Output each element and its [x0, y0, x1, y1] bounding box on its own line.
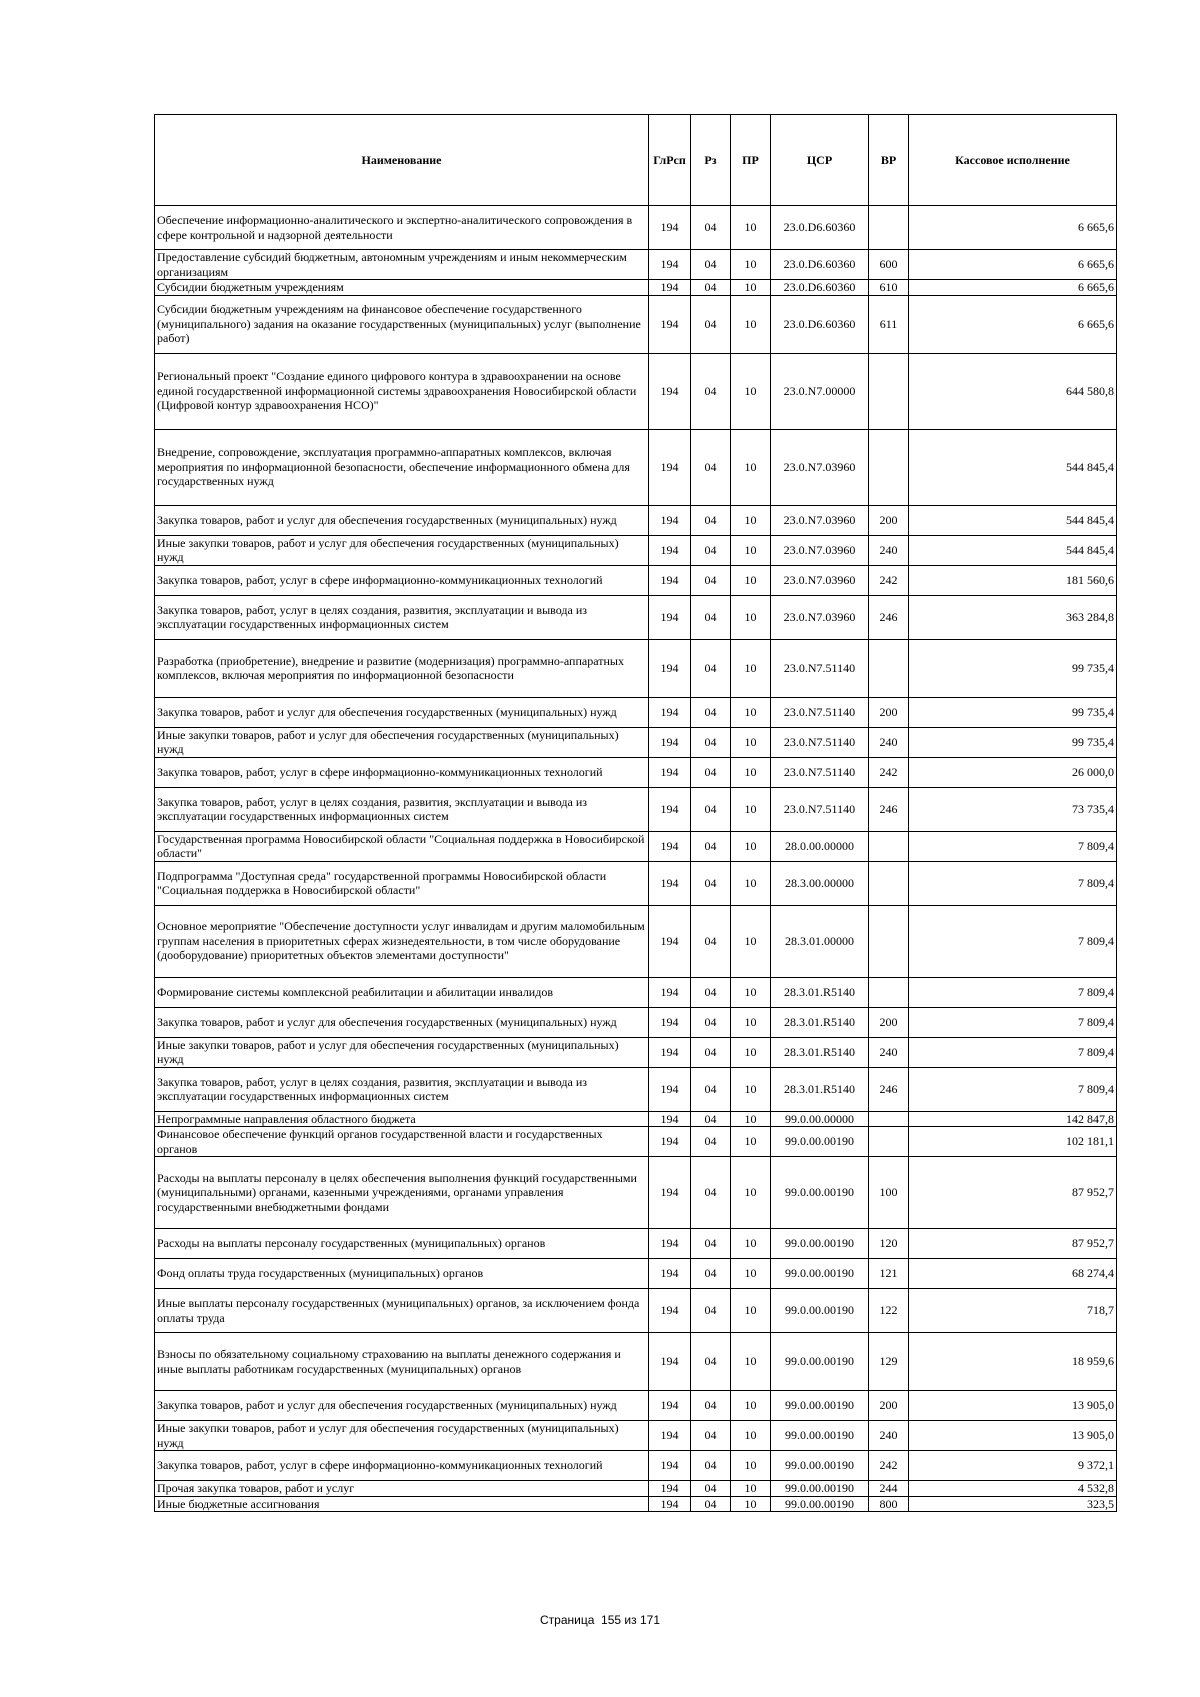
- table-row: [155, 250, 1117, 280]
- cell-pr: 10: [731, 1496, 771, 1512]
- cell-glrsp: 194: [649, 1007, 691, 1037]
- cell-csr: 99.0.00.00190: [771, 1157, 869, 1229]
- cell-name: Подпрограмма "Доступная среда" государственной программы Новосибирской области "Социальная поддержка в Новосибирской области": [155, 861, 649, 905]
- cell-vr: 611: [869, 295, 909, 353]
- cell-name: Закупка товаров, работ, услуг в сфере информационно-коммуникационных технологий: [155, 757, 649, 787]
- cell-pr: 10: [731, 905, 771, 977]
- page-of-label: из: [624, 1613, 637, 1627]
- cell-rz: 04: [691, 977, 731, 1007]
- cell-glrsp: 194: [649, 787, 691, 831]
- cell-rz: 04: [691, 1481, 731, 1497]
- cell-vr: 800: [869, 1496, 909, 1512]
- cell-glrsp: 194: [649, 1127, 691, 1157]
- cell-csr: 23.0.N7.03960: [771, 429, 869, 505]
- cell-glrsp: 194: [649, 1067, 691, 1111]
- cell-vr: [869, 831, 909, 861]
- cell-pr: 10: [731, 295, 771, 353]
- table-row: [155, 353, 1117, 429]
- cell-vr: [869, 1127, 909, 1157]
- cell-glrsp: 194: [649, 1111, 691, 1127]
- cell-name: Закупка товаров, работ, услуг в целях создания, развития, эксплуатации и вывода из эксплуатации государственных информационных систем: [155, 595, 649, 639]
- cell-pr: 10: [731, 697, 771, 727]
- cell-vr: 120: [869, 1229, 909, 1259]
- cell-rz: 04: [691, 1421, 731, 1451]
- cell-pr: 10: [731, 1037, 771, 1067]
- cell-rz: 04: [691, 1496, 731, 1512]
- cell-amount: 6 665,6: [909, 280, 1117, 296]
- table-row: [155, 1451, 1117, 1481]
- cell-rz: 04: [691, 1289, 731, 1333]
- cell-pr: 10: [731, 505, 771, 535]
- cell-name: Предоставление субсидий бюджетным, автономным учреждениям и иным некоммерческим организациям: [155, 250, 649, 280]
- cell-rz: 04: [691, 1333, 731, 1391]
- cell-csr: 23.0.N7.03960: [771, 535, 869, 565]
- cell-amount: 68 274,4: [909, 1259, 1117, 1289]
- cell-glrsp: 194: [649, 353, 691, 429]
- cell-amount: 7 809,4: [909, 977, 1117, 1007]
- page-number: 155: [601, 1613, 622, 1627]
- cell-name: Закупка товаров, работ и услуг для обеспечения государственных (муниципальных) нужд: [155, 1391, 649, 1421]
- cell-glrsp: 194: [649, 1421, 691, 1451]
- cell-rz: 04: [691, 565, 731, 595]
- cell-name: Внедрение, сопровождение, эксплуатация программно-аппаратных комплексов, включая мероприятия по информационной безопасности, обеспечение информационного обмена для государственных нужд: [155, 429, 649, 505]
- page-label: Страница: [539, 1613, 595, 1627]
- cell-pr: 10: [731, 787, 771, 831]
- cell-name: Расходы на выплаты персоналу государственных (муниципальных) органов: [155, 1229, 649, 1259]
- cell-amount: 99 735,4: [909, 639, 1117, 697]
- cell-amount: 99 735,4: [909, 727, 1117, 757]
- table-row: [155, 1333, 1117, 1391]
- cell-csr: 99.0.00.00190: [771, 1421, 869, 1451]
- cell-vr: 242: [869, 757, 909, 787]
- cell-amount: 7 809,4: [909, 905, 1117, 977]
- cell-glrsp: 194: [649, 1333, 691, 1391]
- cell-amount: 323,5: [909, 1496, 1117, 1512]
- cell-csr: 23.0.D6.60360: [771, 295, 869, 353]
- cell-amount: 13 905,0: [909, 1391, 1117, 1421]
- cell-name: Финансовое обеспечение функций органов государственной власти и государственных органов: [155, 1127, 649, 1157]
- cell-csr: 99.0.00.00000: [771, 1111, 869, 1127]
- cell-csr: 99.0.00.00190: [771, 1259, 869, 1289]
- cell-glrsp: 194: [649, 1157, 691, 1229]
- table-row: [155, 1111, 1117, 1127]
- cell-vr: 100: [869, 1157, 909, 1229]
- cell-rz: 04: [691, 535, 731, 565]
- cell-pr: 10: [731, 831, 771, 861]
- cell-name: Субсидии бюджетным учреждениям: [155, 280, 649, 296]
- header-row: [155, 115, 1117, 206]
- page-footer: [0, 1613, 1200, 1627]
- table-row: [155, 977, 1117, 1007]
- page-total: 171: [639, 1613, 661, 1627]
- header-vr: ВР: [869, 115, 909, 206]
- cell-name: Иные бюджетные ассигнования: [155, 1496, 649, 1512]
- cell-glrsp: 194: [649, 505, 691, 535]
- cell-csr: 99.0.00.00190: [771, 1289, 869, 1333]
- cell-pr: 10: [731, 353, 771, 429]
- cell-glrsp: 194: [649, 697, 691, 727]
- table-row: [155, 1496, 1117, 1512]
- cell-vr: 121: [869, 1259, 909, 1289]
- cell-pr: 10: [731, 1007, 771, 1037]
- cell-rz: 04: [691, 905, 731, 977]
- cell-vr: 129: [869, 1333, 909, 1391]
- cell-pr: 10: [731, 1259, 771, 1289]
- cell-vr: 240: [869, 535, 909, 565]
- cell-pr: 10: [731, 861, 771, 905]
- table-row: [155, 1391, 1117, 1421]
- cell-vr: [869, 861, 909, 905]
- cell-rz: 04: [691, 757, 731, 787]
- cell-csr: 23.0.N7.03960: [771, 565, 869, 595]
- cell-amount: 87 952,7: [909, 1157, 1117, 1229]
- cell-glrsp: 194: [649, 1481, 691, 1497]
- table-row: [155, 639, 1117, 697]
- cell-pr: 10: [731, 565, 771, 595]
- table-row: [155, 831, 1117, 861]
- cell-vr: 246: [869, 787, 909, 831]
- table-row: [155, 905, 1117, 977]
- cell-csr: 28.3.01.R5140: [771, 977, 869, 1007]
- cell-pr: 10: [731, 280, 771, 296]
- budget-table: [154, 114, 1117, 1512]
- table-row: [155, 1481, 1117, 1497]
- cell-vr: 240: [869, 1421, 909, 1451]
- cell-amount: 6 665,6: [909, 250, 1117, 280]
- table-row: [155, 595, 1117, 639]
- cell-vr: 200: [869, 505, 909, 535]
- cell-pr: 10: [731, 639, 771, 697]
- cell-vr: 610: [869, 280, 909, 296]
- table-row: [155, 1259, 1117, 1289]
- table-row: [155, 1127, 1117, 1157]
- cell-vr: [869, 905, 909, 977]
- cell-csr: 99.0.00.00190: [771, 1229, 869, 1259]
- cell-vr: 200: [869, 1391, 909, 1421]
- cell-csr: 99.0.00.00190: [771, 1333, 869, 1391]
- cell-vr: 242: [869, 1451, 909, 1481]
- cell-vr: 122: [869, 1289, 909, 1333]
- cell-pr: 10: [731, 1127, 771, 1157]
- cell-glrsp: 194: [649, 831, 691, 861]
- cell-csr: 28.0.00.00000: [771, 831, 869, 861]
- table-row: [155, 295, 1117, 353]
- cell-glrsp: 194: [649, 280, 691, 296]
- cell-pr: 10: [731, 1391, 771, 1421]
- header-csr: ЦСР: [771, 115, 869, 206]
- cell-glrsp: 194: [649, 595, 691, 639]
- cell-name: Иные закупки товаров, работ и услуг для обеспечения государственных (муниципальных) нужд: [155, 535, 649, 565]
- cell-vr: 200: [869, 697, 909, 727]
- cell-csr: 28.3.01.R5140: [771, 1067, 869, 1111]
- cell-rz: 04: [691, 1157, 731, 1229]
- cell-amount: 7 809,4: [909, 1067, 1117, 1111]
- cell-rz: 04: [691, 505, 731, 535]
- cell-pr: 10: [731, 1333, 771, 1391]
- cell-vr: [869, 1111, 909, 1127]
- cell-csr: 99.0.00.00190: [771, 1127, 869, 1157]
- cell-name: Закупка товаров, работ и услуг для обеспечения государственных (муниципальных) нужд: [155, 505, 649, 535]
- cell-csr: 28.3.01.00000: [771, 905, 869, 977]
- cell-name: Закупка товаров, работ, услуг в сфере информационно-коммуникационных технологий: [155, 1451, 649, 1481]
- cell-name: Государственная программа Новосибирской области "Социальная поддержка в Новосибирской области": [155, 831, 649, 861]
- cell-csr: 23.0.N7.51140: [771, 787, 869, 831]
- header-amount: Кассовое исполнение: [909, 115, 1117, 206]
- cell-name: Закупка товаров, работ, услуг в целях создания, развития, эксплуатации и вывода из эксплуатации государственных информационных систем: [155, 1067, 649, 1111]
- cell-rz: 04: [691, 831, 731, 861]
- cell-csr: 23.0.N7.00000: [771, 353, 869, 429]
- cell-csr: 23.0.N7.51140: [771, 639, 869, 697]
- cell-name: Основное мероприятие "Обеспечение доступности услуг инвалидам и другим маломобильным группам населения в приоритетных сферах жизнедеятельности, в том числе оборудование (дооборудование) приоритетных объектов элементами доступности": [155, 905, 649, 977]
- cell-vr: 240: [869, 1037, 909, 1067]
- cell-glrsp: 194: [649, 861, 691, 905]
- cell-amount: 7 809,4: [909, 1007, 1117, 1037]
- cell-amount: 18 959,6: [909, 1333, 1117, 1391]
- cell-rz: 04: [691, 1127, 731, 1157]
- table-row: [155, 1037, 1117, 1067]
- cell-glrsp: 194: [649, 206, 691, 250]
- table-row: [155, 1067, 1117, 1111]
- cell-rz: 04: [691, 353, 731, 429]
- cell-amount: 102 181,1: [909, 1127, 1117, 1157]
- table-row: [155, 727, 1117, 757]
- cell-rz: 04: [691, 697, 731, 727]
- cell-amount: 718,7: [909, 1289, 1117, 1333]
- cell-glrsp: 194: [649, 977, 691, 1007]
- header-name: Наименование: [155, 115, 649, 206]
- table-row: [155, 757, 1117, 787]
- table-row: [155, 535, 1117, 565]
- cell-name: Фонд оплаты труда государственных (муниципальных) органов: [155, 1259, 649, 1289]
- cell-glrsp: 194: [649, 727, 691, 757]
- cell-name: Обеспечение информационно-аналитического и экспертно-аналитического сопровождения в сфере контрольной и надзорной деятельности: [155, 206, 649, 250]
- cell-vr: 600: [869, 250, 909, 280]
- cell-pr: 10: [731, 535, 771, 565]
- cell-pr: 10: [731, 977, 771, 1007]
- cell-vr: 240: [869, 727, 909, 757]
- cell-glrsp: 194: [649, 295, 691, 353]
- cell-vr: 242: [869, 565, 909, 595]
- cell-csr: 28.3.00.00000: [771, 861, 869, 905]
- cell-name: Иные выплаты персоналу государственных (муниципальных) органов, за исключением фонда оплаты труда: [155, 1289, 649, 1333]
- cell-rz: 04: [691, 1451, 731, 1481]
- cell-name: Разработка (приобретение), внедрение и развитие (модернизация) программно-аппаратных комплексов, включая мероприятия по информационной безопасности: [155, 639, 649, 697]
- cell-rz: 04: [691, 250, 731, 280]
- cell-csr: 99.0.00.00190: [771, 1496, 869, 1512]
- cell-amount: 363 284,8: [909, 595, 1117, 639]
- cell-rz: 04: [691, 787, 731, 831]
- cell-rz: 04: [691, 1111, 731, 1127]
- cell-amount: 6 665,6: [909, 206, 1117, 250]
- cell-csr: 23.0.D6.60360: [771, 250, 869, 280]
- cell-name: Прочая закупка товаров, работ и услуг: [155, 1481, 649, 1497]
- cell-pr: 10: [731, 1157, 771, 1229]
- cell-rz: 04: [691, 595, 731, 639]
- cell-vr: 244: [869, 1481, 909, 1497]
- cell-pr: 10: [731, 1111, 771, 1127]
- cell-pr: 10: [731, 595, 771, 639]
- table-row: [155, 1007, 1117, 1037]
- cell-amount: 644 580,8: [909, 353, 1117, 429]
- cell-rz: 04: [691, 280, 731, 296]
- table-row: [155, 565, 1117, 595]
- table-row: [155, 697, 1117, 727]
- cell-pr: 10: [731, 757, 771, 787]
- cell-glrsp: 194: [649, 639, 691, 697]
- cell-name: Субсидии бюджетным учреждениям на финансовое обеспечение государственного (муниципального) задания на оказание государственных (муниципальных) услуг (выполнение работ): [155, 295, 649, 353]
- cell-vr: [869, 353, 909, 429]
- cell-glrsp: 194: [649, 905, 691, 977]
- cell-csr: 99.0.00.00190: [771, 1391, 869, 1421]
- table-row: [155, 1289, 1117, 1333]
- cell-amount: 9 372,1: [909, 1451, 1117, 1481]
- table-row: [155, 505, 1117, 535]
- cell-rz: 04: [691, 206, 731, 250]
- cell-rz: 04: [691, 1067, 731, 1111]
- cell-pr: 10: [731, 429, 771, 505]
- cell-csr: 23.0.N7.51140: [771, 697, 869, 727]
- cell-csr: 23.0.N7.51140: [771, 727, 869, 757]
- header-rz: Рз: [691, 115, 731, 206]
- cell-rz: 04: [691, 639, 731, 697]
- cell-vr: [869, 977, 909, 1007]
- cell-rz: 04: [691, 1391, 731, 1421]
- cell-amount: 142 847,8: [909, 1111, 1117, 1127]
- cell-amount: 13 905,0: [909, 1421, 1117, 1451]
- cell-amount: 6 665,6: [909, 295, 1117, 353]
- cell-amount: 26 000,0: [909, 757, 1117, 787]
- cell-pr: 10: [731, 1289, 771, 1333]
- cell-amount: 7 809,4: [909, 861, 1117, 905]
- cell-name: Непрограммные направления областного бюджета: [155, 1111, 649, 1127]
- cell-pr: 10: [731, 1067, 771, 1111]
- cell-pr: 10: [731, 1421, 771, 1451]
- table-row: [155, 429, 1117, 505]
- cell-pr: 10: [731, 206, 771, 250]
- cell-amount: 87 952,7: [909, 1229, 1117, 1259]
- cell-pr: 10: [731, 1229, 771, 1259]
- header-pr: ПР: [731, 115, 771, 206]
- cell-name: Закупка товаров, работ и услуг для обеспечения государственных (муниципальных) нужд: [155, 1007, 649, 1037]
- cell-name: Закупка товаров, работ, услуг в сфере информационно-коммуникационных технологий: [155, 565, 649, 595]
- cell-rz: 04: [691, 1229, 731, 1259]
- cell-glrsp: 194: [649, 1229, 691, 1259]
- cell-csr: 28.3.01.R5140: [771, 1037, 869, 1067]
- table-row: [155, 787, 1117, 831]
- cell-glrsp: 194: [649, 1259, 691, 1289]
- cell-amount: 4 532,8: [909, 1481, 1117, 1497]
- cell-rz: 04: [691, 1007, 731, 1037]
- table-row: [155, 1157, 1117, 1229]
- table-row: [155, 280, 1117, 296]
- cell-pr: 10: [731, 1451, 771, 1481]
- cell-amount: 544 845,4: [909, 505, 1117, 535]
- cell-csr: 99.0.00.00190: [771, 1451, 869, 1481]
- cell-amount: 544 845,4: [909, 429, 1117, 505]
- cell-pr: 10: [731, 727, 771, 757]
- cell-csr: 23.0.D6.60360: [771, 280, 869, 296]
- cell-glrsp: 194: [649, 1289, 691, 1333]
- cell-glrsp: 194: [649, 429, 691, 505]
- cell-amount: 99 735,4: [909, 697, 1117, 727]
- cell-amount: 7 809,4: [909, 1037, 1117, 1067]
- cell-vr: 200: [869, 1007, 909, 1037]
- cell-vr: [869, 206, 909, 250]
- cell-amount: 181 560,6: [909, 565, 1117, 595]
- cell-rz: 04: [691, 1037, 731, 1067]
- cell-name: Иные закупки товаров, работ и услуг для обеспечения государственных (муниципальных) нужд: [155, 727, 649, 757]
- cell-amount: 73 735,4: [909, 787, 1117, 831]
- table-row: [155, 206, 1117, 250]
- cell-glrsp: 194: [649, 757, 691, 787]
- cell-glrsp: 194: [649, 250, 691, 280]
- cell-rz: 04: [691, 429, 731, 505]
- table-row: [155, 1229, 1117, 1259]
- cell-pr: 10: [731, 1481, 771, 1497]
- cell-glrsp: 194: [649, 565, 691, 595]
- cell-name: Формирование системы комплексной реабилитации и абилитации инвалидов: [155, 977, 649, 1007]
- cell-csr: 23.0.N7.51140: [771, 757, 869, 787]
- table-row: [155, 1421, 1117, 1451]
- cell-glrsp: 194: [649, 1391, 691, 1421]
- cell-csr: 23.0.D6.60360: [771, 206, 869, 250]
- cell-name: Расходы на выплаты персоналу в целях обеспечения выполнения функций государственными (муниципальными) органами, казенными учреждениями, органами управления государственными внебюджетными фондами: [155, 1157, 649, 1229]
- cell-amount: 544 845,4: [909, 535, 1117, 565]
- cell-vr: [869, 429, 909, 505]
- cell-glrsp: 194: [649, 1037, 691, 1067]
- cell-amount: 7 809,4: [909, 831, 1117, 861]
- table-row: [155, 861, 1117, 905]
- cell-rz: 04: [691, 1259, 731, 1289]
- cell-name: Иные закупки товаров, работ и услуг для обеспечения государственных (муниципальных) нужд: [155, 1037, 649, 1067]
- cell-rz: 04: [691, 295, 731, 353]
- header-glrsp: ГлРсп: [649, 115, 691, 206]
- cell-vr: 246: [869, 1067, 909, 1111]
- cell-name: Региональный проект "Создание единого цифрового контура в здравоохранении на основе единой государственной информационной системы здравоохранения Новосибирской области (Цифровой контур здравоохранения НСО)": [155, 353, 649, 429]
- cell-glrsp: 194: [649, 1451, 691, 1481]
- cell-vr: 246: [869, 595, 909, 639]
- cell-rz: 04: [691, 727, 731, 757]
- cell-csr: 23.0.N7.03960: [771, 505, 869, 535]
- cell-rz: 04: [691, 861, 731, 905]
- cell-name: Закупка товаров, работ, услуг в целях создания, развития, эксплуатации и вывода из эксплуатации государственных информационных систем: [155, 787, 649, 831]
- cell-vr: [869, 639, 909, 697]
- cell-glrsp: 194: [649, 535, 691, 565]
- cell-name: Иные закупки товаров, работ и услуг для обеспечения государственных (муниципальных) нужд: [155, 1421, 649, 1451]
- cell-name: Закупка товаров, работ и услуг для обеспечения государственных (муниципальных) нужд: [155, 697, 649, 727]
- cell-csr: 23.0.N7.03960: [771, 595, 869, 639]
- cell-glrsp: 194: [649, 1496, 691, 1512]
- cell-name: Взносы по обязательному социальному страхованию на выплаты денежного содержания и иные выплаты работникам государственных (муниципальных) органов: [155, 1333, 649, 1391]
- cell-csr: 28.3.01.R5140: [771, 1007, 869, 1037]
- cell-csr: 99.0.00.00190: [771, 1481, 869, 1497]
- cell-pr: 10: [731, 250, 771, 280]
